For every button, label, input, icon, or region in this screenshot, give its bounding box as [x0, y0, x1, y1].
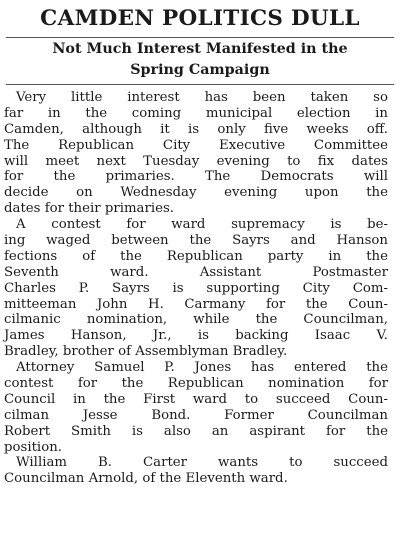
article-paragraph	[4, 455, 388, 487]
article-line: dates for their primaries.	[4, 201, 175, 217]
article-line: Camden, although it is only five weeks off.	[4, 121, 388, 137]
article-line: ing waged between the Sayrs and Hanson	[4, 233, 388, 249]
article-line: cilmanic nomination, while the Councilman,	[4, 312, 388, 328]
article-paragraph	[4, 360, 388, 455]
article-paragraph	[4, 90, 388, 217]
article-line: Robert Smith is also an aspirant for the	[4, 423, 388, 439]
article-line: Very little interest has been taken so	[16, 90, 388, 105]
article-line: position.	[4, 439, 62, 455]
subhead-line: Not Much Interest Manifested in the	[52, 41, 348, 57]
article-line: contest for the Republican nomination for	[4, 376, 388, 392]
article-line: Council in the First ward to succeed Coun-	[4, 391, 388, 407]
subhead-divider	[6, 84, 394, 85]
article-line: decide on Wednesday evening upon the	[4, 185, 388, 201]
article-paragraph	[4, 217, 388, 360]
headline: CAMDEN POLITICS DULL	[40, 6, 360, 31]
article-line: will meet next Tuesday evening to fix dates	[4, 153, 388, 169]
article-line: Charles P. Sayrs is supporting City Com-	[4, 280, 388, 296]
article-line: James Hanson, Jr., is backing Isaac V.	[4, 328, 388, 344]
subheadline	[0, 39, 400, 81]
article-line: Councilman Arnold, of the Eleventh ward.	[4, 471, 288, 487]
article-body	[4, 90, 388, 487]
article-line: Bradley, brother of Assemblyman Bradley.	[4, 344, 288, 360]
article-line: Seventh ward. Assistant Postmaster	[4, 264, 388, 280]
article-line: William B. Carter wants to succeed	[16, 455, 388, 471]
article-line: far in the coming municipal election in	[4, 105, 388, 121]
article-line: Attorney Samuel P. Jones has entered the	[16, 360, 388, 376]
article-line: for the primaries. The Democrats will	[4, 169, 388, 185]
article-line: A contest for ward supremacy is be-	[16, 217, 388, 233]
headline-divider	[6, 37, 394, 38]
article-line: fections of the Republican party in the	[4, 248, 388, 264]
article-line: The Republican City Executive Committee	[4, 137, 388, 153]
article-line: cilman Jesse Bond. Former Councilman	[4, 407, 388, 423]
subhead-line: Spring Campaign	[130, 62, 270, 78]
article-line: mitteeman John H. Carmany for the Coun-	[4, 296, 388, 312]
